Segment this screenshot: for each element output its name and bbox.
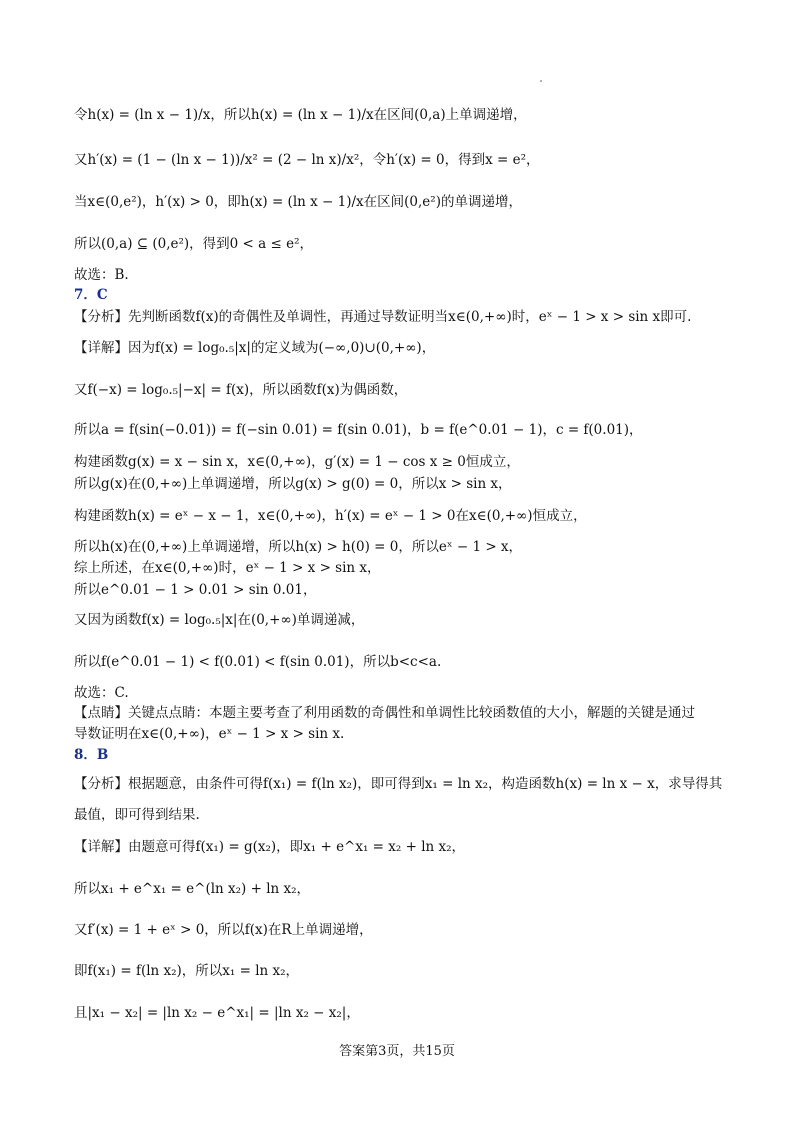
text-line: 导数证明在x∈(0,+∞)，eˣ − 1 > x > sin x. [74,726,345,742]
text-line: 所以x₁ + e^x₁ = e^(ln x₂) + ln x₂， [74,881,311,897]
text-line: 所以f(e^0.01 − 1) < f(0.01) < f(sin 0.01)，所以b<c<a. [74,654,442,670]
text-line: 【详解】由题意可得f(x₁) = g(x₂)，即x₁ + e^x₁ = x₂ + ln x₂， [74,839,466,855]
text-line: 【分析】根据题意，由条件可得f(x₁) = f(ln x₂)，即可得到x₁ = ln x₂，构造函数h(x) = ln x − x，求导得其 [74,776,723,792]
text-line: 即f(x₁) = f(ln x₂)，所以x₁ = ln x₂， [74,963,300,979]
text-line: 故选：B. [74,267,129,283]
text-line: 当x∈(0,e²)，h′(x) > 0，即h(x) = (ln x − 1)/x在区间(0,e²)的单调递增， [74,194,522,210]
question-number-7: 7．C [74,287,108,303]
text-line: 所以h(x)在(0,+∞)上单调递增，所以h(x) > h(0) = 0，所以eˣ − 1 > x， [74,539,523,555]
text-line: 【分析】先判断函数f(x)的奇偶性及单调性，再通过导数证明当x∈(0,+∞)时，eˣ − 1 > x > sin x即可. [74,309,692,325]
text-line: 故选：C. [74,685,129,701]
text-line: 最值，即可得到结果. [74,807,200,823]
text-line: 所以e^0.01 − 1 > 0.01 > sin 0.01， [74,582,317,598]
text-line: 令h(x) = (ln x − 1)/x，所以h(x) = (ln x − 1)/x在区间(0,a)上单调递增， [74,107,527,123]
text-line: 又f(−x) = log₀.₅|−x| = f(x)，所以函数f(x)为偶函数， [74,382,408,398]
text-line: 又因为函数f(x) = log₀.₅|x|在(0,+∞)单调递减， [74,612,365,628]
text-line: 构建函数g(x) = x − sin x，x∈(0,+∞)，g′(x) = 1 − cos x ≥ 0恒成立， [74,454,520,470]
text-line: 且|x₁ − x₂| = |ln x₂ − e^x₁| = |ln x₂ − x₂|， [74,1005,360,1021]
question-number-8: 8．B [74,747,109,763]
text-line: 所以a = f(sin(−0.01)) = f(−sin 0.01) = f(sin 0.01)，b = f(e^0.01 − 1)，c = f(0.01)， [74,422,643,438]
page-footer: 答案第3页，共15页 [339,1044,455,1059]
text-line: 所以g(x)在(0,+∞)上单调递增，所以g(x) > g(0) = 0，所以x > sin x， [74,476,512,492]
text-line: 又f′(x) = 1 + eˣ > 0，所以f(x)在R上单调递增， [74,922,373,938]
scan-speck [540,80,542,82]
text-line: 综上所述，在x∈(0,+∞)时，eˣ − 1 > x > sin x， [74,560,381,576]
text-line: 所以(0,a) ⊆ (0,e²)，得到0 < a ≤ e²， [74,236,313,252]
text-line: 【点睛】关键点点睛：本题主要考查了利用函数的奇偶性和单调性比较函数值的大小，解题的关键是通过 [74,705,695,721]
text-line: 构建函数h(x) = eˣ − x − 1，x∈(0,+∞)，h′(x) = eˣ − 1 > 0在x∈(0,+∞)恒成立， [74,508,587,524]
text-line: 又h′(x) = (1 − (ln x − 1))/x² = (2 − ln x)/x²，令h′(x) = 0，得到x = e²， [74,152,540,168]
text-line: 【详解】因为f(x) = log₀.₅|x|的定义域为(−∞,0)∪(0,+∞)， [74,340,436,356]
